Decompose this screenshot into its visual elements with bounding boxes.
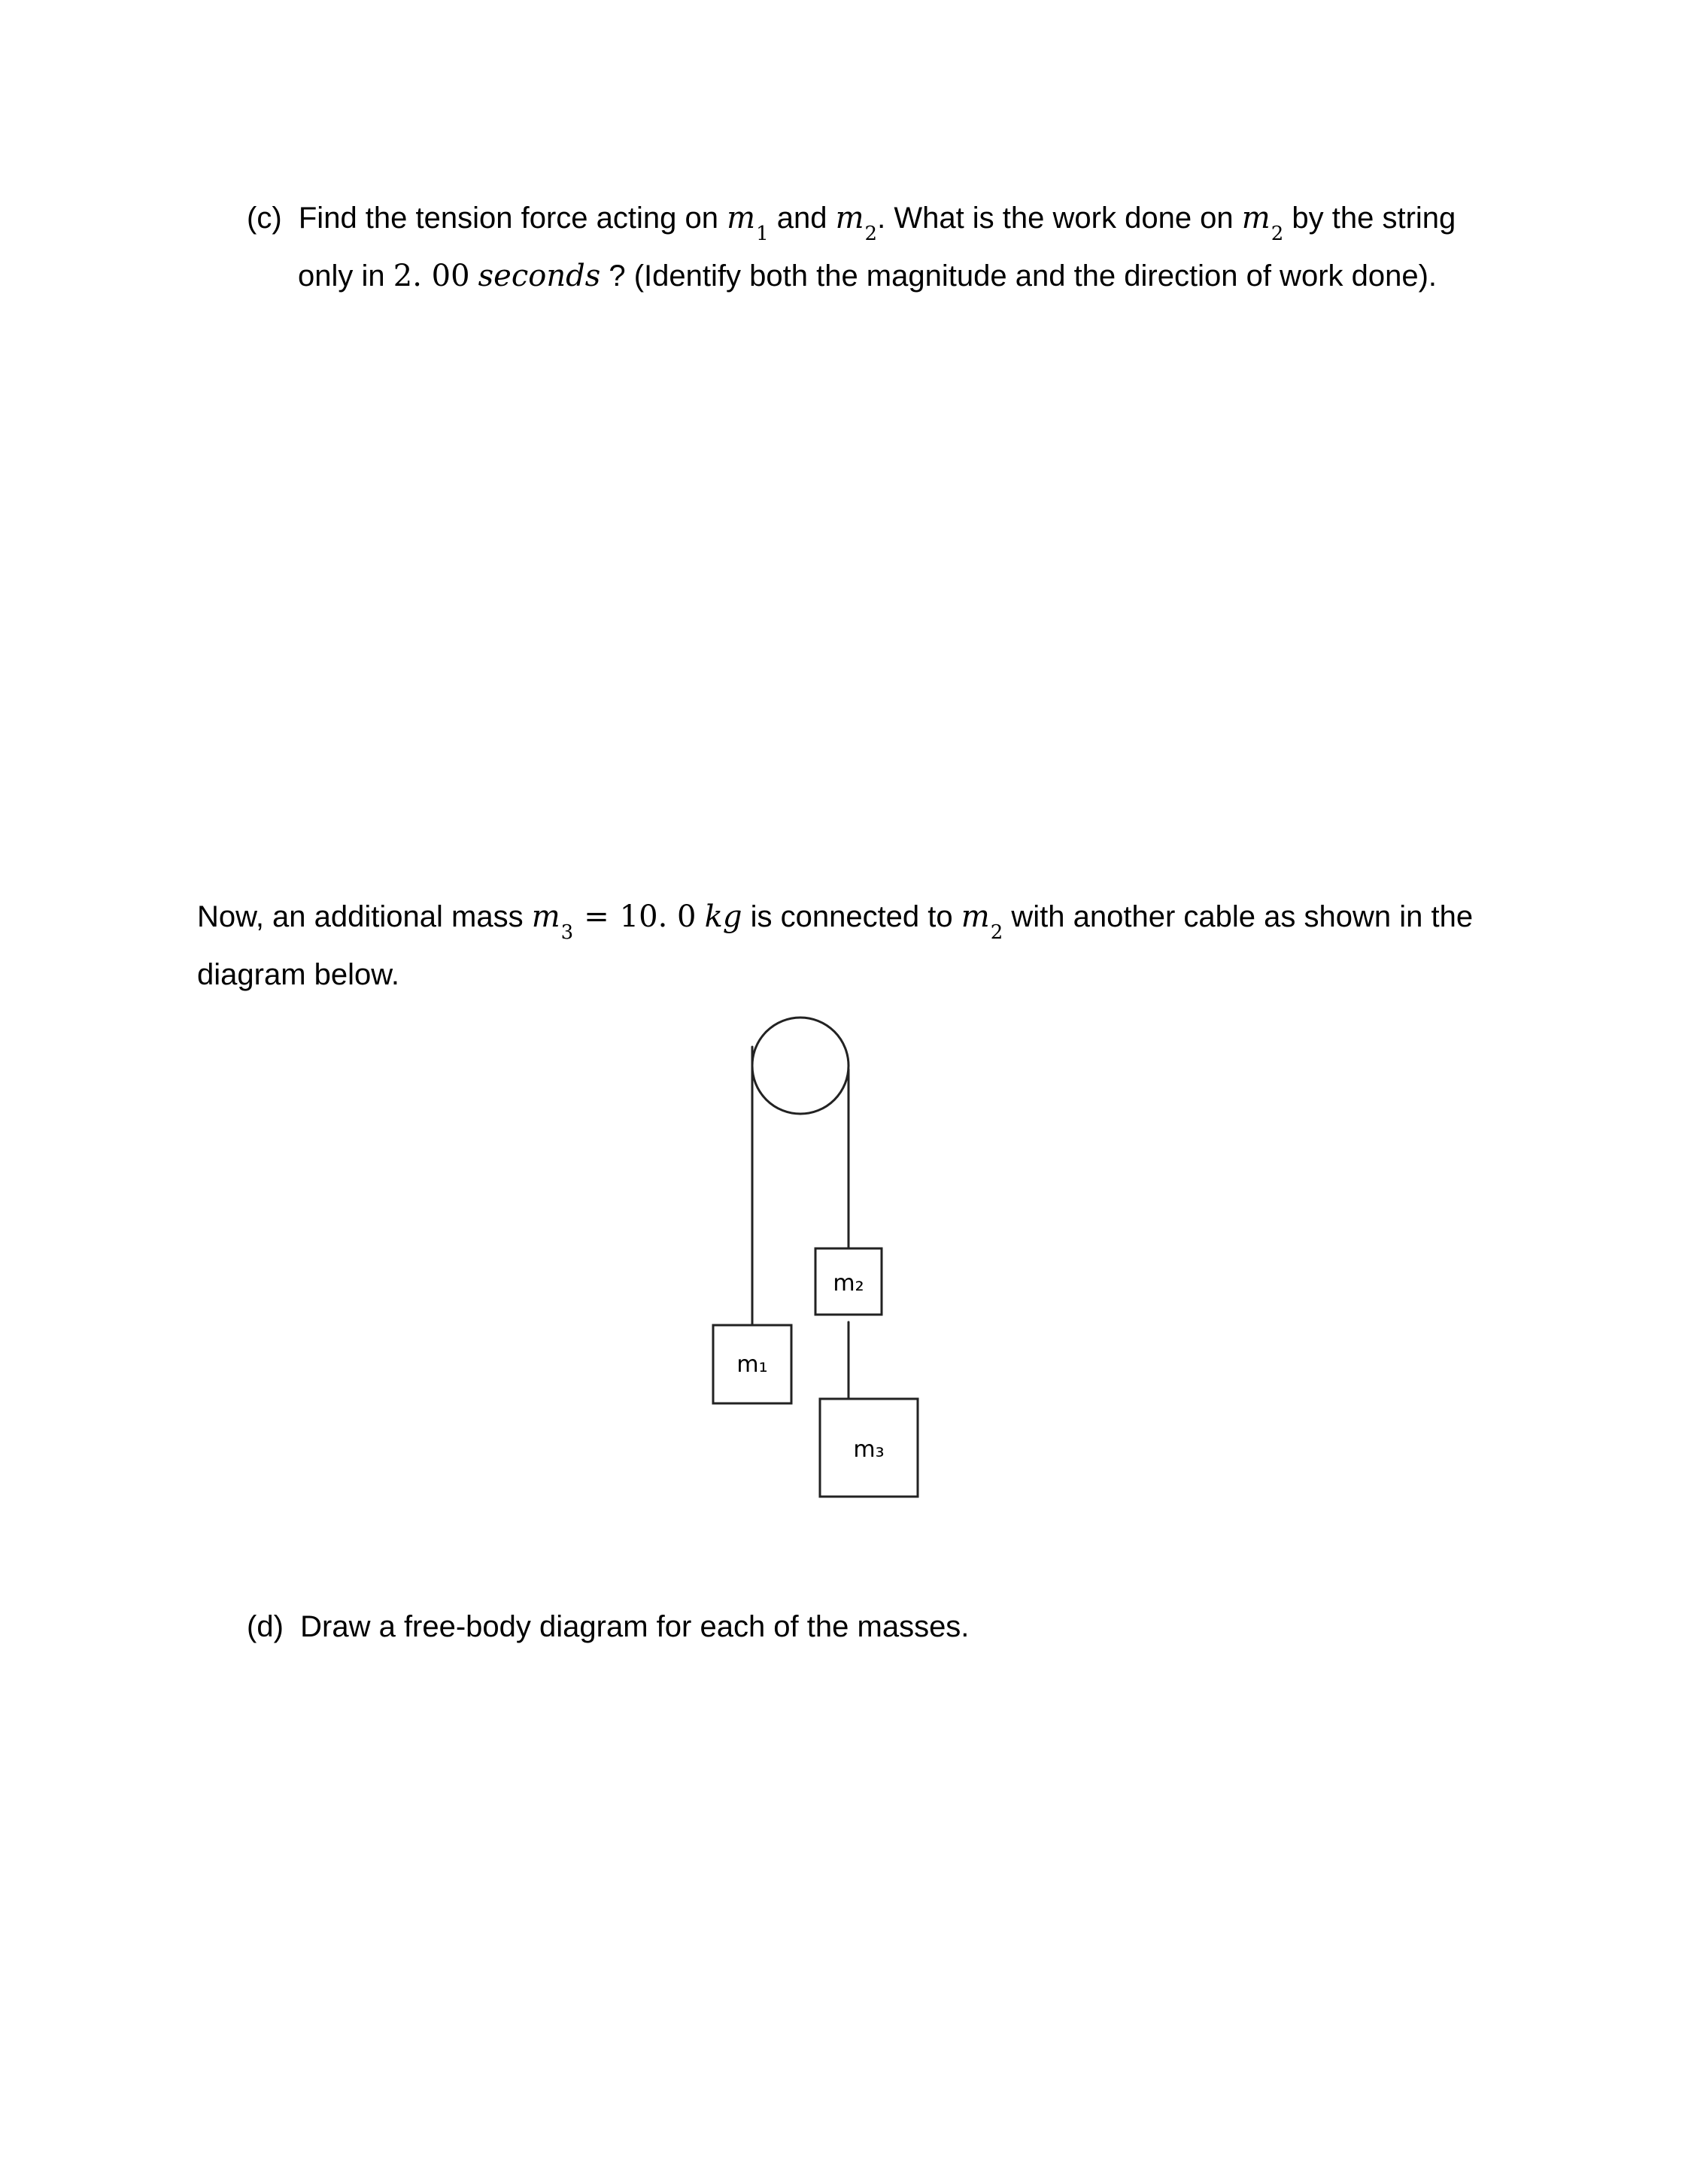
question-d — [247, 1600, 1465, 1654]
mass-value: 10. 0 — [619, 899, 697, 934]
question-c: (c) Find the tension force acting on $m_1$ and $m_2$. What is the work done on $m_2$ by the string only in 2. 00 seconds ? (Identify both the magnitude and the direction of work done). — [247, 201, 1456, 293]
question-d-text: Draw a free-body diagram for each of the masses. — [300, 1610, 970, 1643]
var-m2: $m_2$ — [961, 899, 1003, 944]
mass-m2-label: m₂ — [833, 1270, 864, 1297]
pulley-wheel — [752, 1018, 849, 1114]
time-unit: seconds — [478, 259, 601, 293]
intro-paragraph: Now, an additional mass $m_3 = 10$. 0 kg is connected to $m_2$ with another cable as shown in the diagram below. — [197, 899, 1474, 991]
var-m1: $m_1$ — [727, 201, 769, 245]
pulley-diagram — [707, 1008, 978, 1527]
mass-m3-label: m₃ — [853, 1436, 885, 1463]
var-m3: $m_3$ — [531, 899, 574, 944]
question-d-label: (d) — [247, 1610, 284, 1643]
mass-unit: kg — [704, 899, 742, 934]
var-m2: $m_2$ — [1241, 201, 1284, 245]
mass-m1-label: m₁ — [736, 1351, 768, 1378]
question-c-label: (c) — [247, 202, 282, 235]
var-m2: $m_2$ — [835, 201, 878, 245]
time-value: 2. 00 — [393, 259, 470, 293]
